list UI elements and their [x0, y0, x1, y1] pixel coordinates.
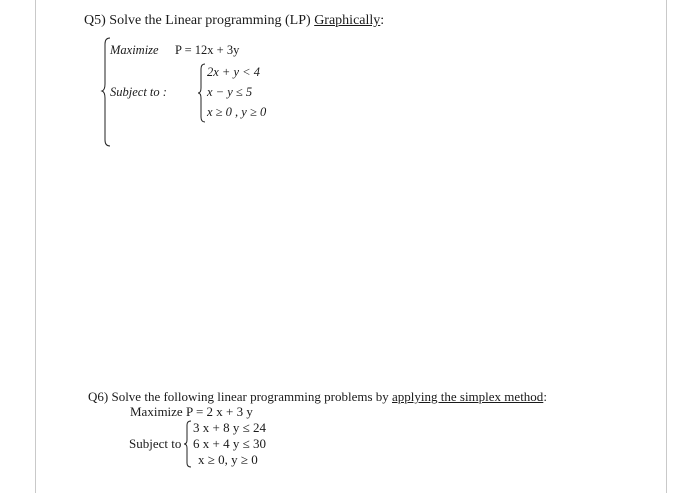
q6-title-text: Solve the following linear programming problems by [108, 389, 393, 404]
q6-label: Q6) [88, 389, 109, 404]
q6-subject-to-label: Subject to [129, 436, 182, 451]
q5-objective-expression: P = 12x + 3y [175, 43, 240, 57]
q5-title-colon: : [380, 13, 385, 28]
q6-title-colon: : [543, 389, 547, 404]
page-right-edge [666, 0, 667, 493]
q6-title-underlined: applying the simplex method [392, 389, 544, 404]
q5-label: Q5) [84, 13, 106, 28]
q6-constraint-3: x ≥ 0, y ≥ 0 [198, 452, 258, 467]
q6-heading [88, 389, 547, 405]
q6-constraint-2: 6 x + 4 y ≤ 30 [193, 436, 266, 451]
q5-objective-label: Maximize [110, 43, 159, 57]
q5-constraint-2: x − y ≤ 5 [207, 85, 253, 99]
q5-constraint-1: 2x + y < 4 [207, 65, 260, 79]
q5-title-underlined: Graphically [314, 13, 381, 28]
q5-constraint-3: x ≥ 0 , y ≥ 0 [207, 105, 267, 119]
page-left-edge [35, 0, 36, 493]
q5-title-text: Solve the Linear programming (LP) [105, 13, 315, 28]
q5-heading [84, 13, 384, 29]
q6-constraint-1: 3 x + 8 y ≤ 24 [193, 420, 266, 435]
q5-subject-to-label: Subject to : [110, 85, 167, 99]
q6-objective: Maximize P = 2 x + 3 y [130, 404, 253, 419]
